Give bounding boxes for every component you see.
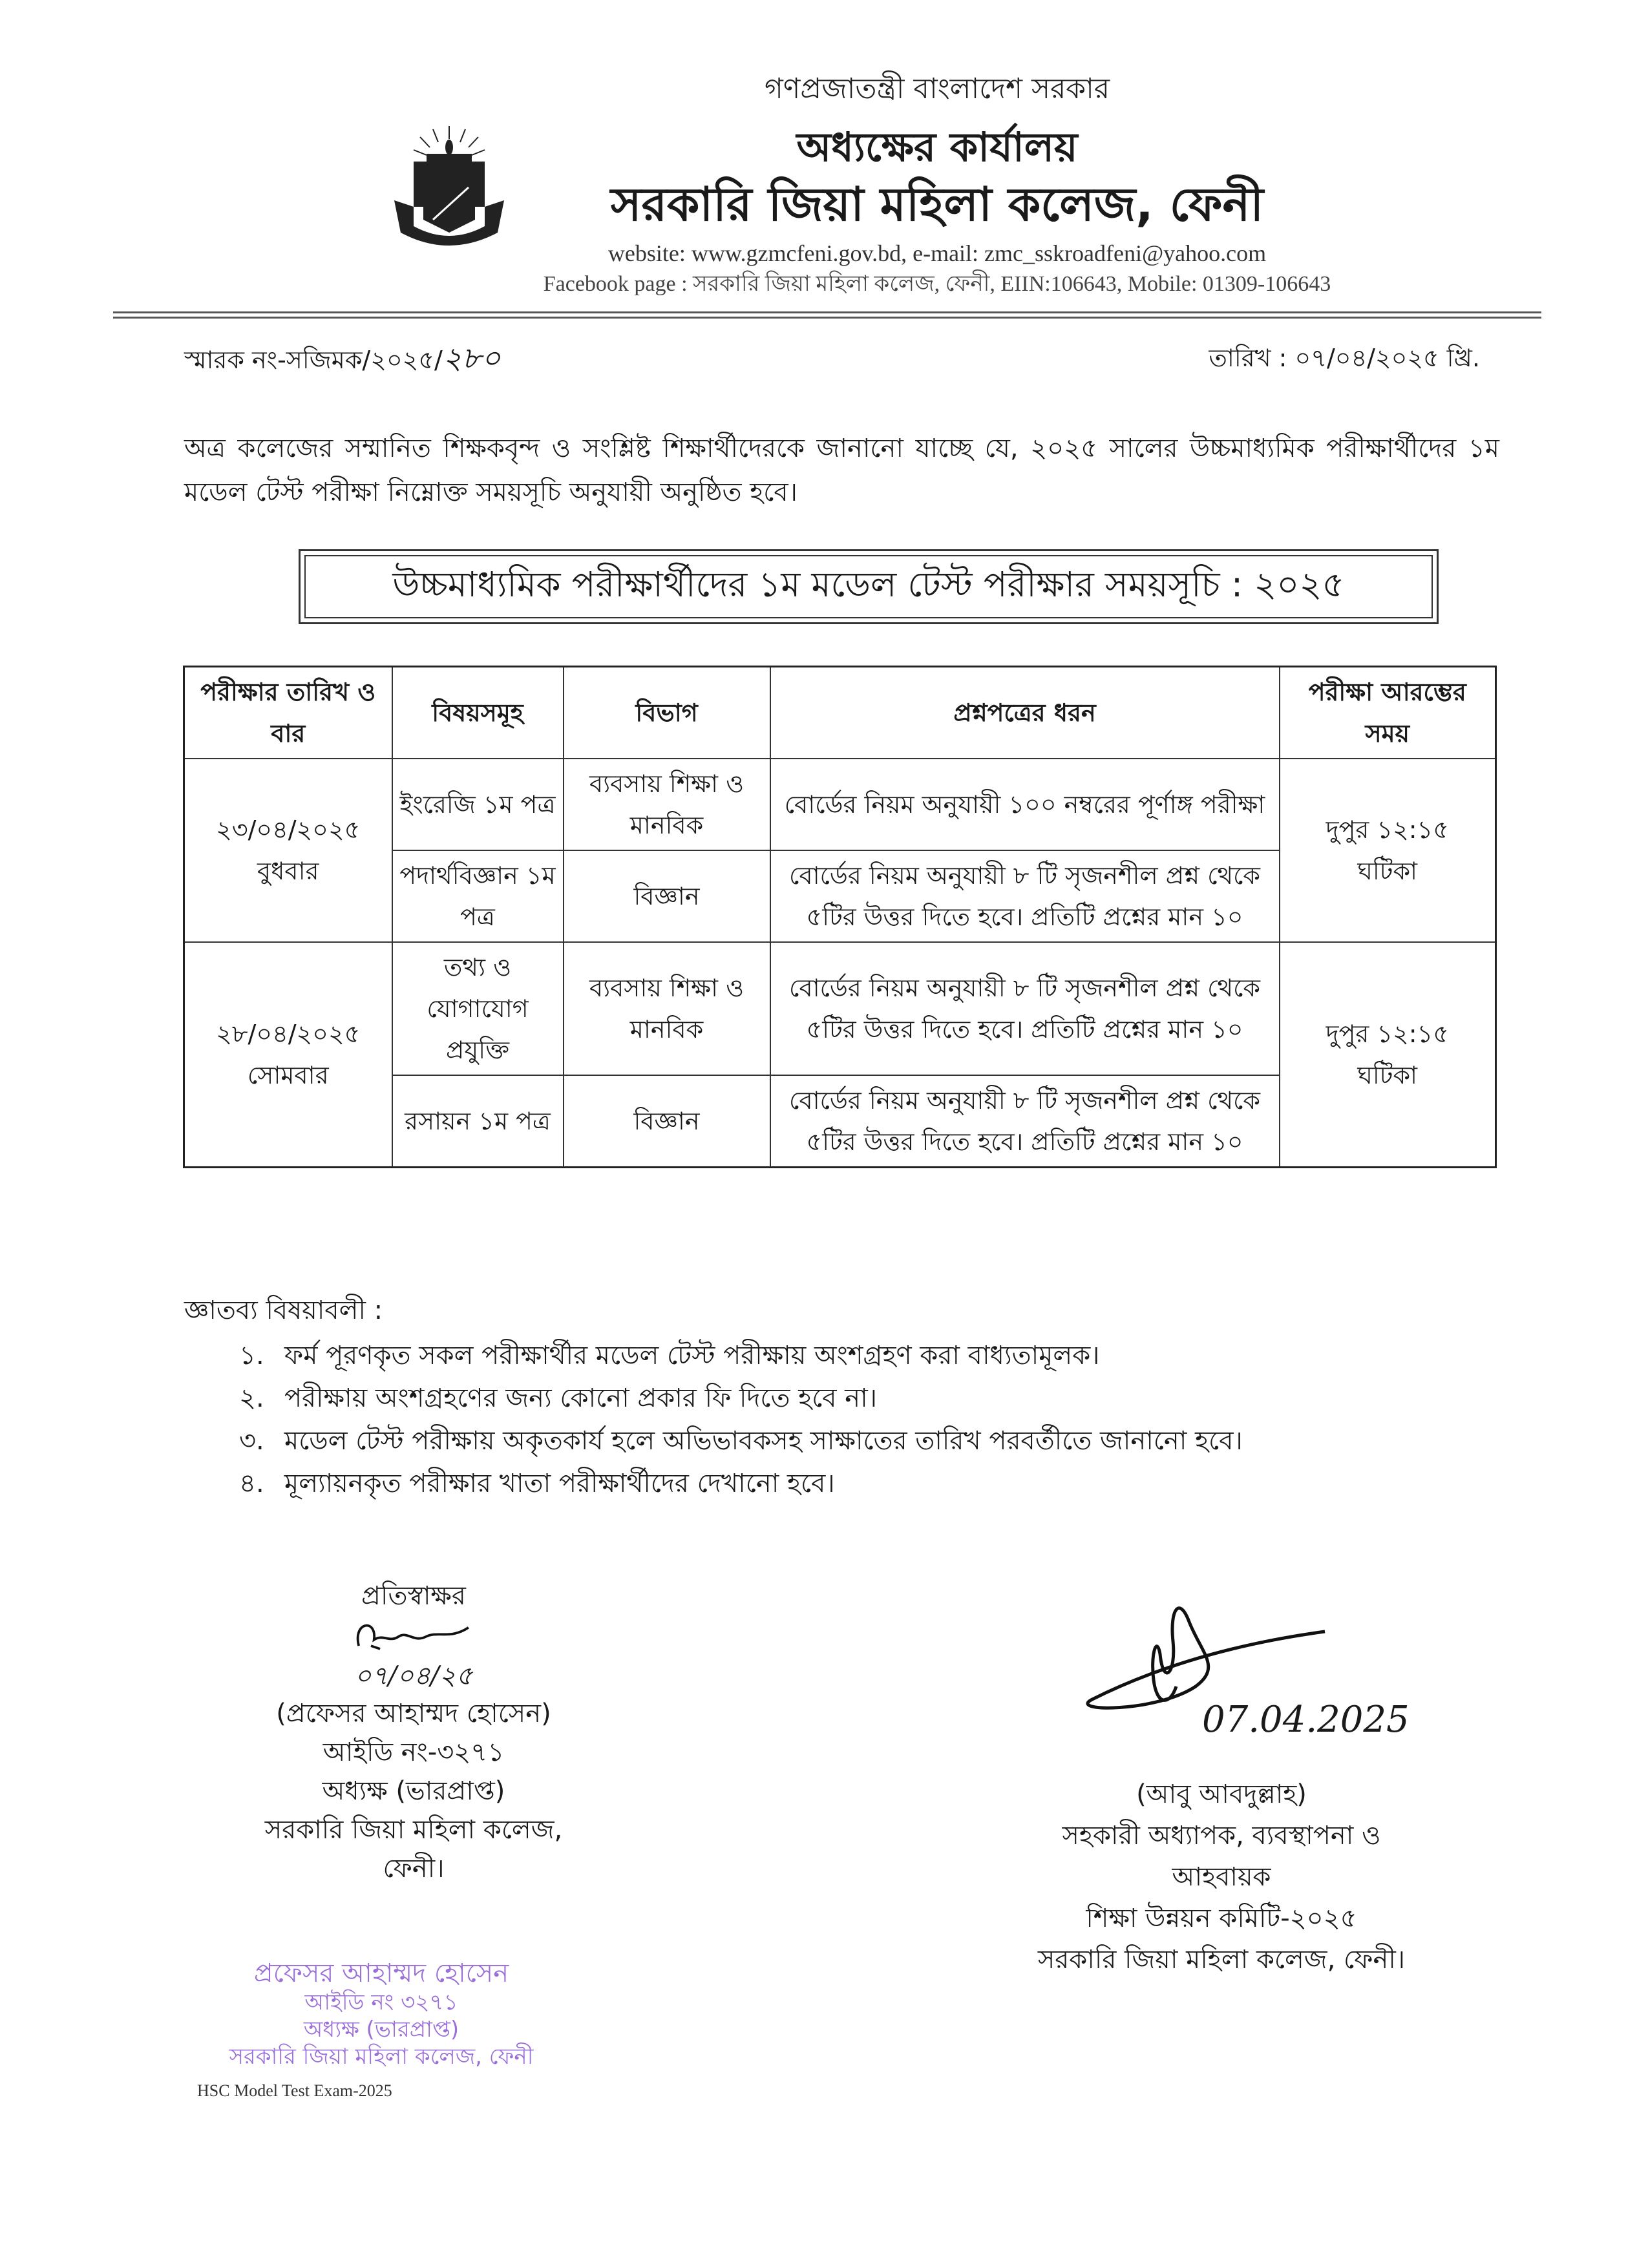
exam-time-unit: ঘটিকা [1357,857,1418,885]
exam-time: দুপুর ১২:১৫ [1326,1020,1449,1048]
list-item [239,1338,1243,1380]
exam-date: ২৮/০৪/২০২৫ [216,1020,361,1048]
note-number: ১. [239,1341,264,1370]
cell-group: বিজ্ঞান [564,850,770,942]
header-subjects: বিষয়সমূহ [392,667,564,759]
footer-note: HSC Model Test Exam-2025 [197,2081,392,2100]
note-text: মূল্যায়নকৃত পরীক্ষার খাতা পরীক্ষার্থীদের দেখানো হবে। [284,1469,835,1498]
schedule-title: উচ্চমাধ্যমিক পরীক্ষার্থীদের ১ম মডেল টেস্ট পরীক্ষার সময়সূচি : ২০২৫ [304,555,1433,618]
table-row [184,759,1496,850]
office-name: অধ্যক্ষের কার্যালয় [796,123,1078,171]
note-number: ৪. [239,1469,264,1498]
signatory-block [989,1774,1454,1980]
college-logo [388,123,511,252]
table-header-row [184,667,1496,759]
cell-date [184,759,392,942]
countersign-college: সরকারি জিয়া মহিলা কলেজ, [264,1815,563,1845]
memo-reference-prefix: স্মারক নং-সজিমক/২০২৫/ [184,346,443,374]
countersign-city: ফেনী। [383,1854,445,1884]
exam-weekday: বুধবার [257,857,319,885]
note-text: পরীক্ষায় অংশগ্রহণের জন্য কোনো প্রকার ফি দিতে হবে না। [284,1383,878,1413]
header-rule-top [113,311,1541,313]
countersign-handwritten-date: ০৭/০৪/২৫ [354,1661,473,1691]
cell-time [1280,942,1496,1168]
exam-date: ২৩/০৪/২০২৫ [216,815,361,844]
contact-website-email: website: www.gzmcfeni.gov.bd, e-mail: zmc_sskroadfeni@yahoo.com [607,240,1267,266]
college-name: সরকারি জিয়া মহিলা কলেজ, ফেনী [610,177,1264,231]
countersign-name: (প্রফেসর আহাম্মদ হোসেন) [276,1699,551,1728]
cell-group: ব্যবসায় শিক্ষা ও মানবিক [564,942,770,1075]
cell-subject: তথ্য ও যোগাযোগ প্রযুক্তি [392,942,564,1075]
exam-time: দুপুর ১২:১৫ [1326,815,1449,844]
header-start-time: পরীক্ষা আরম্ভের সময় [1280,667,1496,759]
list-item [239,1423,1243,1465]
exam-weekday: সোমবার [247,1061,329,1089]
note-text: মডেল টেস্ট পরীক্ষায় অকৃতকার্য হলে অভিভাবকসহ সাক্ষাতের তারিখ পরবর্তীতে জানানো হবে। [284,1426,1243,1456]
signatory-designation: সহকারী অধ্যাপক, ব্যবস্থাপনা ও [1062,1821,1381,1851]
cell-format: বোর্ডের নিয়ম অনুযায়ী ৮ টি সৃজনশীল প্রশ্ন থেকে ৫টির উত্তর দিতে হবে। প্রতিটি প্রশ্নের মান ১০ [770,850,1280,942]
header-rule-bottom [113,317,1541,319]
signatory-signature [1041,1583,1441,1758]
cell-format: বোর্ডের নিয়ম অনুযায়ী ৮ টি সৃজনশীল প্রশ্ন থেকে ৫টির উত্তর দিতে হবে। প্রতিটি প্রশ্নের মান ১০ [770,942,1280,1075]
note-number: ৩. [239,1426,264,1456]
memo-reference [184,341,501,377]
schedule-title-box [299,549,1439,624]
official-stamp [213,1958,549,2070]
signatory-role: আহবায়ক [1172,1862,1271,1892]
header-question-format: প্রশ্নপত্রের ধরন [770,667,1280,759]
note-number: ২. [239,1383,264,1413]
college-crest-icon [388,123,511,252]
exam-schedule-table [183,666,1497,1168]
header-group: বিভাগ [564,667,770,759]
signatory-handwritten-date: 07.04.2025 [1202,1699,1410,1741]
signatory-college: সরকারি জিয়া মহিলা কলেজ, ফেনী। [1037,1945,1406,1975]
memo-reference-number: ২৮০ [442,341,501,375]
stamp-college: সরকারি জিয়া মহিলা কলেজ, ফেনী [229,2044,534,2070]
countersign-id: আইডি নং-৩২৭১ [322,1738,505,1767]
cell-group: বিজ্ঞান [564,1075,770,1168]
list-item [239,1380,1243,1423]
countersign-designation: অধ্যক্ষ (ভারপ্রাপ্ত) [322,1776,505,1806]
notes-list [239,1338,1243,1508]
list-item [239,1465,1243,1508]
government-name: গণপ্রজাতন্ত্রী বাংলাদেশ সরকার [764,72,1110,105]
note-text: ফর্ম পূরণকৃত সকল পরীক্ষার্থীর মডেল টেস্ট পরীক্ষায় অংশগ্রহণ করা বাধ্যতামূলক। [284,1341,1100,1370]
stamp-designation: অধ্যক্ষ (ভারপ্রাপ্ত) [303,2017,460,2042]
exam-time-unit: ঘটিকা [1357,1061,1418,1089]
cell-time [1280,759,1496,942]
notes-heading: জ্ঞাতব্য বিষয়াবলী : [184,1296,383,1325]
intro-paragraph: অত্র কলেজের সম্মানিত শিক্ষকবৃন্দ ও সংশ্লিষ্ট শিক্ষার্থীদেরকে জানানো যাচ্ছে যে, ২০২৫ সালের উচ্চমাধ্যমিক পরীক্ষার্থীদের ১ম মডেল টেস্ট পরীক্ষা নিম্নোক্ত সময়সূচি অনুযায়ী অনুষ্ঠিত হবে। [184,434,1499,507]
signature-scribble-icon [343,1615,485,1658]
cell-group: ব্যবসায় শিক্ষা ও মানবিক [564,759,770,850]
signatory-name: (আবু আবদুল্লাহ) [1136,1780,1307,1809]
cell-date [184,942,392,1168]
signatory-committee: শিক্ষা উন্নয়ন কমিটি-২০২৫ [1086,1904,1357,1933]
stamp-name: প্রফেসর আহাম্মদ হোসেন [253,1958,509,1988]
table-row [184,942,1496,1075]
cell-format: বোর্ডের নিয়ম অনুযায়ী ১০০ নম্বরের পূর্ণাঙ্গ পরীক্ষা [770,759,1280,850]
cell-format: বোর্ডের নিয়ম অনুযায়ী ৮ টি সৃজনশীল প্রশ্ন থেকে ৫টির উত্তর দিতে হবে। প্রতিটি প্রশ্নের মান ১০ [770,1075,1280,1168]
countersign-block [233,1577,595,1888]
countersign-label: প্রতিস্বাক্ষর [361,1581,466,1611]
cell-subject: ইংরেজি ১ম পত্র [392,759,564,850]
countersign-signature [233,1615,595,1658]
cell-subject: রসায়ন ১ম পত্র [392,1075,564,1168]
memo-date: তারিখ : ০৭/০৪/২০২৫ খ্রি. [1209,344,1480,372]
stamp-id: আইডি নং ৩২৭১ [304,1990,458,2015]
contact-facebook-eiin-mobile: Facebook page : সরকারি জিয়া মহিলা কলেজ, ফেনী, EIIN:106643, Mobile: 01309-106643 [543,272,1331,296]
header-date: পরীক্ষার তারিখ ও বার [184,667,392,759]
cell-subject: পদার্থবিজ্ঞান ১ম পত্র [392,850,564,942]
